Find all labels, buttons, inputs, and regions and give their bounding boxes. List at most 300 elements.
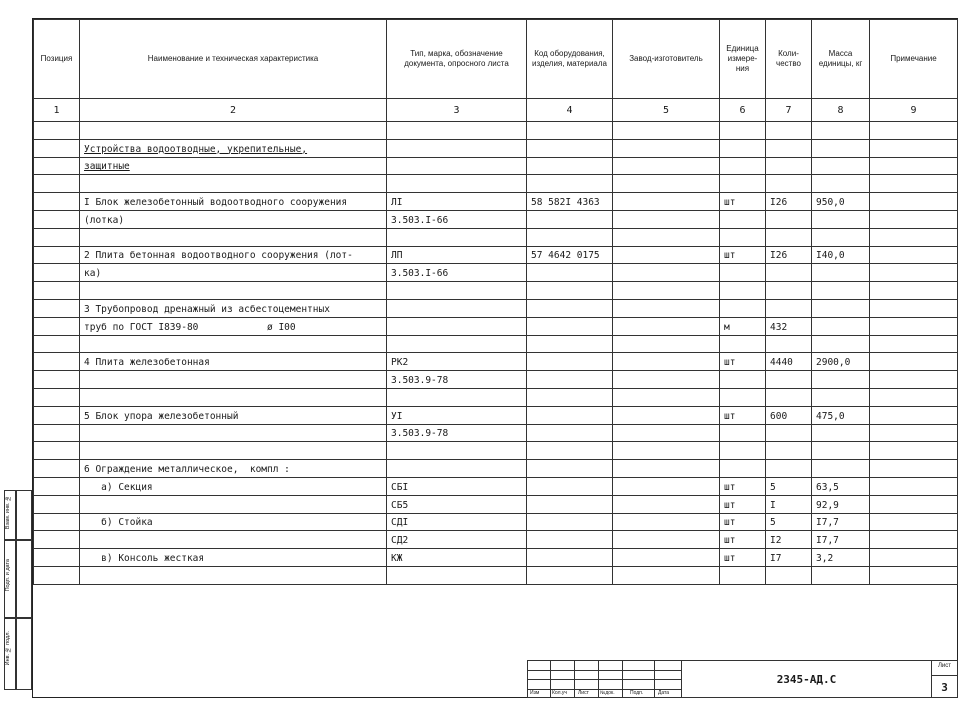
table-row (34, 264, 958, 282)
column-number: 3 (387, 99, 527, 122)
manufacturer-cell (613, 406, 720, 424)
manufacturer-cell (613, 264, 720, 282)
name-cell (80, 282, 387, 300)
margin-stamp (4, 490, 32, 690)
type-cell (387, 175, 527, 193)
position-cell (34, 175, 80, 193)
unit-cell: шт (720, 513, 766, 531)
manufacturer-cell (613, 122, 720, 140)
name-cell: 4 Плита железобетонная (80, 353, 387, 371)
note-cell (870, 122, 958, 140)
manufacturer-cell (613, 442, 720, 460)
code-cell (527, 442, 613, 460)
manufacturer-cell (613, 175, 720, 193)
unit-cell (720, 335, 766, 353)
mass-cell: 950,0 (812, 193, 870, 211)
table-row (34, 566, 958, 584)
name-cell (80, 495, 387, 513)
manufacturer-cell (613, 531, 720, 549)
quantity-cell: 5 (766, 513, 812, 531)
column-number: 2 (80, 99, 387, 122)
column-number: 4 (527, 99, 613, 122)
revision-grid (527, 660, 682, 698)
code-cell (527, 282, 613, 300)
table-row (34, 193, 958, 211)
unit-cell (720, 566, 766, 584)
position-cell (34, 406, 80, 424)
table-row (34, 495, 958, 513)
quantity-cell (766, 424, 812, 442)
manufacturer-cell (613, 566, 720, 584)
manufacturer-cell (613, 193, 720, 211)
header-mass: Масса единицы, кг (812, 20, 870, 99)
header-unit: Единица измере-ния (720, 20, 766, 99)
unit-cell: шт (720, 549, 766, 567)
note-cell (870, 299, 958, 317)
note-cell (870, 424, 958, 442)
quantity-cell: 432 (766, 317, 812, 335)
note-cell (870, 388, 958, 406)
margin-label-inventory: Инв. № подл. (5, 631, 11, 666)
code-cell (527, 371, 613, 389)
code-cell (527, 299, 613, 317)
position-cell (34, 193, 80, 211)
name-cell: 2 Плита бетонная водоотводного сооружения (лот- (80, 246, 387, 264)
table-row (34, 406, 958, 424)
margin-label-cell (4, 618, 16, 690)
table-row (34, 460, 958, 478)
unit-cell (720, 175, 766, 193)
code-cell (527, 228, 613, 246)
unit-cell (720, 442, 766, 460)
mass-cell (812, 139, 870, 157)
revision-label: Подп. (630, 690, 644, 696)
note-cell (870, 531, 958, 549)
quantity-cell (766, 282, 812, 300)
type-cell (387, 299, 527, 317)
unit-cell: шт (720, 477, 766, 495)
table-row (34, 210, 958, 228)
type-cell: 3.503.9-78 (387, 424, 527, 442)
position-cell (34, 228, 80, 246)
column-number: 8 (812, 99, 870, 122)
name-cell (80, 388, 387, 406)
quantity-cell: I7 (766, 549, 812, 567)
manufacturer-cell (613, 513, 720, 531)
column-number: 5 (613, 99, 720, 122)
code-cell (527, 139, 613, 157)
margin-value-cell (16, 618, 32, 690)
note-cell (870, 139, 958, 157)
unit-cell (720, 282, 766, 300)
position-cell (34, 460, 80, 478)
manufacturer-cell (613, 335, 720, 353)
mass-cell (812, 282, 870, 300)
code-cell (527, 460, 613, 478)
revision-label: Дата (658, 690, 670, 696)
note-cell (870, 246, 958, 264)
table-row (34, 371, 958, 389)
type-cell: РК2 (387, 353, 527, 371)
note-cell (870, 371, 958, 389)
note-cell (870, 353, 958, 371)
type-cell (387, 282, 527, 300)
position-cell (34, 246, 80, 264)
header-quantity: Коли-чество (766, 20, 812, 99)
name-cell (80, 424, 387, 442)
type-cell (387, 442, 527, 460)
name-cell: I Блок железобетонный водоотводного сооружения (80, 193, 387, 211)
type-cell (387, 157, 527, 175)
mass-cell (812, 317, 870, 335)
quantity-cell (766, 299, 812, 317)
position-cell (34, 371, 80, 389)
type-cell: 3.503.I-66 (387, 264, 527, 282)
table-row (34, 442, 958, 460)
position-cell (34, 122, 80, 140)
note-cell (870, 495, 958, 513)
quantity-cell: I26 (766, 246, 812, 264)
quantity-cell: I (766, 495, 812, 513)
name-cell: а) Секция (80, 477, 387, 495)
manufacturer-cell (613, 228, 720, 246)
note-cell (870, 513, 958, 531)
unit-cell: шт (720, 246, 766, 264)
table-row (34, 388, 958, 406)
name-cell (80, 371, 387, 389)
name-cell: защитные (80, 157, 387, 175)
name-cell: Устройства водоотводные, укрепительные, (80, 139, 387, 157)
code-cell (527, 157, 613, 175)
table-row (34, 477, 958, 495)
document-code: 2345-АД.С (682, 660, 932, 698)
specification-table (33, 19, 958, 585)
code-cell (527, 353, 613, 371)
quantity-cell (766, 566, 812, 584)
name-cell (80, 335, 387, 353)
unit-cell (720, 157, 766, 175)
type-cell: КЖ (387, 549, 527, 567)
quantity-cell: 4440 (766, 353, 812, 371)
type-cell: УI (387, 406, 527, 424)
name-cell: 6 Ограждение металлическое, компл : (80, 460, 387, 478)
manufacturer-cell (613, 477, 720, 495)
code-cell (527, 477, 613, 495)
code-cell (527, 210, 613, 228)
mass-cell (812, 122, 870, 140)
margin-value-cell (16, 490, 32, 540)
type-cell (387, 228, 527, 246)
quantity-cell (766, 371, 812, 389)
name-cell (80, 228, 387, 246)
code-cell (527, 335, 613, 353)
header-manufacturer: Завод-изготовитель (613, 20, 720, 99)
note-cell (870, 460, 958, 478)
unit-cell (720, 299, 766, 317)
manufacturer-cell (613, 495, 720, 513)
column-number: 1 (34, 99, 80, 122)
note-cell (870, 335, 958, 353)
mass-cell (812, 566, 870, 584)
code-cell (527, 264, 613, 282)
mass-cell (812, 371, 870, 389)
unit-cell: м (720, 317, 766, 335)
quantity-cell (766, 228, 812, 246)
note-cell (870, 157, 958, 175)
type-cell: СДI (387, 513, 527, 531)
header-note: Примечание (870, 20, 958, 99)
revision-label: Кол.уч (552, 690, 567, 696)
position-cell (34, 477, 80, 495)
unit-cell (720, 122, 766, 140)
note-cell (870, 477, 958, 495)
type-cell (387, 335, 527, 353)
unit-cell: шт (720, 193, 766, 211)
manufacturer-cell (613, 460, 720, 478)
sheet-number-box (932, 660, 958, 698)
title-block (527, 660, 958, 698)
code-cell (527, 175, 613, 193)
type-cell (387, 460, 527, 478)
quantity-cell: 5 (766, 477, 812, 495)
code-cell: 57 4642 0175 (527, 246, 613, 264)
type-cell: СБI (387, 477, 527, 495)
code-cell: 58 582I 4363 (527, 193, 613, 211)
note-cell (870, 228, 958, 246)
unit-cell (720, 210, 766, 228)
column-number: 6 (720, 99, 766, 122)
position-cell (34, 566, 80, 584)
note-cell (870, 317, 958, 335)
sheet-label: Лист (937, 663, 952, 669)
code-cell (527, 424, 613, 442)
note-cell (870, 193, 958, 211)
mass-cell (812, 157, 870, 175)
quantity-cell (766, 335, 812, 353)
mass-cell (812, 424, 870, 442)
code-cell (527, 566, 613, 584)
type-cell: СД2 (387, 531, 527, 549)
note-cell (870, 175, 958, 193)
table-row (34, 246, 958, 264)
header-name: Наименование и техническая характеристика (80, 20, 387, 99)
margin-label-signature: Подп. и дата (5, 559, 11, 592)
mass-cell (812, 460, 870, 478)
table-row (34, 175, 958, 193)
manufacturer-cell (613, 353, 720, 371)
quantity-cell: 600 (766, 406, 812, 424)
revision-label: №док. (600, 690, 615, 696)
quantity-cell: I2 (766, 531, 812, 549)
name-cell: в) Консоль жесткая (80, 549, 387, 567)
position-cell (34, 424, 80, 442)
mass-cell (812, 388, 870, 406)
position-cell (34, 388, 80, 406)
revision-label: Лист (578, 690, 589, 696)
name-cell: 5 Блок упора железобетонный (80, 406, 387, 424)
type-cell: ЛП (387, 246, 527, 264)
position-cell (34, 549, 80, 567)
quantity-cell (766, 442, 812, 460)
unit-cell (720, 139, 766, 157)
mass-cell: 2900,0 (812, 353, 870, 371)
position-cell (34, 335, 80, 353)
unit-cell: шт (720, 406, 766, 424)
quantity-cell: I26 (766, 193, 812, 211)
mass-cell (812, 175, 870, 193)
position-cell (34, 299, 80, 317)
manufacturer-cell (613, 424, 720, 442)
mass-cell (812, 335, 870, 353)
type-cell (387, 566, 527, 584)
margin-value-cell (16, 540, 32, 618)
table-row (34, 513, 958, 531)
table-row (34, 282, 958, 300)
code-cell (527, 388, 613, 406)
note-cell (870, 406, 958, 424)
mass-cell: I7,7 (812, 531, 870, 549)
name-cell (80, 566, 387, 584)
quantity-cell (766, 122, 812, 140)
mass-cell (812, 442, 870, 460)
unit-cell (720, 264, 766, 282)
position-cell (34, 317, 80, 335)
manufacturer-cell (613, 388, 720, 406)
quantity-cell (766, 157, 812, 175)
unit-cell (720, 424, 766, 442)
position-cell (34, 264, 80, 282)
type-cell: 3.503.9-78 (387, 371, 527, 389)
quantity-cell (766, 210, 812, 228)
header-row (34, 20, 958, 99)
code-cell (527, 317, 613, 335)
sheet-number: 3 (932, 675, 957, 699)
revision-label: Изм (530, 690, 540, 696)
code-cell (527, 406, 613, 424)
mass-cell: 63,5 (812, 477, 870, 495)
name-cell: (лотка) (80, 210, 387, 228)
header-type: Тип, марка, обозначение документа, опросного листа (387, 20, 527, 99)
mass-cell: 3,2 (812, 549, 870, 567)
name-cell: 3 Трубопровод дренажный из асбестоцементных (80, 299, 387, 317)
position-cell (34, 442, 80, 460)
type-cell (387, 139, 527, 157)
note-cell (870, 566, 958, 584)
table-row (34, 139, 958, 157)
position-cell (34, 282, 80, 300)
position-cell (34, 139, 80, 157)
position-cell (34, 531, 80, 549)
unit-cell: шт (720, 495, 766, 513)
table-row (34, 157, 958, 175)
note-cell (870, 549, 958, 567)
quantity-cell (766, 175, 812, 193)
manufacturer-cell (613, 317, 720, 335)
position-cell (34, 353, 80, 371)
manufacturer-cell (613, 371, 720, 389)
name-cell (80, 122, 387, 140)
table-row (34, 122, 958, 140)
manufacturer-cell (613, 549, 720, 567)
note-cell (870, 210, 958, 228)
unit-cell (720, 228, 766, 246)
drawing-sheet (32, 18, 958, 698)
type-cell: ЛI (387, 193, 527, 211)
position-cell (34, 513, 80, 531)
margin-label-cell (4, 540, 16, 618)
manufacturer-cell (613, 157, 720, 175)
code-cell (527, 513, 613, 531)
type-cell (387, 317, 527, 335)
margin-label-replacement: Взам. инв. № (5, 495, 11, 530)
position-cell (34, 210, 80, 228)
note-cell (870, 282, 958, 300)
table-row (34, 353, 958, 371)
note-cell (870, 442, 958, 460)
unit-cell (720, 388, 766, 406)
header-position: Позиция (34, 20, 80, 99)
type-cell: 3.503.I-66 (387, 210, 527, 228)
manufacturer-cell (613, 299, 720, 317)
table-row (34, 549, 958, 567)
mass-cell: I40,0 (812, 246, 870, 264)
name-cell: труб по ГОСТ I839-80 ø I00 (80, 317, 387, 335)
table-row (34, 317, 958, 335)
type-cell: СБ5 (387, 495, 527, 513)
unit-cell (720, 460, 766, 478)
type-cell (387, 122, 527, 140)
note-cell (870, 264, 958, 282)
mass-cell: 475,0 (812, 406, 870, 424)
header-code: Код оборудования, изделия, материала (527, 20, 613, 99)
name-cell: ка) (80, 264, 387, 282)
mass-cell: 92,9 (812, 495, 870, 513)
table-row (34, 335, 958, 353)
name-cell: б) Стойка (80, 513, 387, 531)
table-row (34, 531, 958, 549)
mass-cell (812, 210, 870, 228)
mass-cell (812, 264, 870, 282)
position-cell (34, 495, 80, 513)
column-number-row (34, 99, 958, 122)
unit-cell: шт (720, 353, 766, 371)
unit-cell: шт (720, 531, 766, 549)
manufacturer-cell (613, 139, 720, 157)
column-number: 9 (870, 99, 958, 122)
name-cell (80, 175, 387, 193)
mass-cell: I7,7 (812, 513, 870, 531)
manufacturer-cell (613, 246, 720, 264)
mass-cell (812, 299, 870, 317)
name-cell (80, 442, 387, 460)
unit-cell (720, 371, 766, 389)
table-row (34, 299, 958, 317)
code-cell (527, 122, 613, 140)
quantity-cell (766, 388, 812, 406)
column-number: 7 (766, 99, 812, 122)
manufacturer-cell (613, 210, 720, 228)
type-cell (387, 388, 527, 406)
margin-label-cell (4, 490, 16, 540)
name-cell (80, 531, 387, 549)
table-row (34, 228, 958, 246)
quantity-cell (766, 139, 812, 157)
mass-cell (812, 228, 870, 246)
quantity-cell (766, 460, 812, 478)
code-cell (527, 549, 613, 567)
code-cell (527, 495, 613, 513)
code-cell (527, 531, 613, 549)
